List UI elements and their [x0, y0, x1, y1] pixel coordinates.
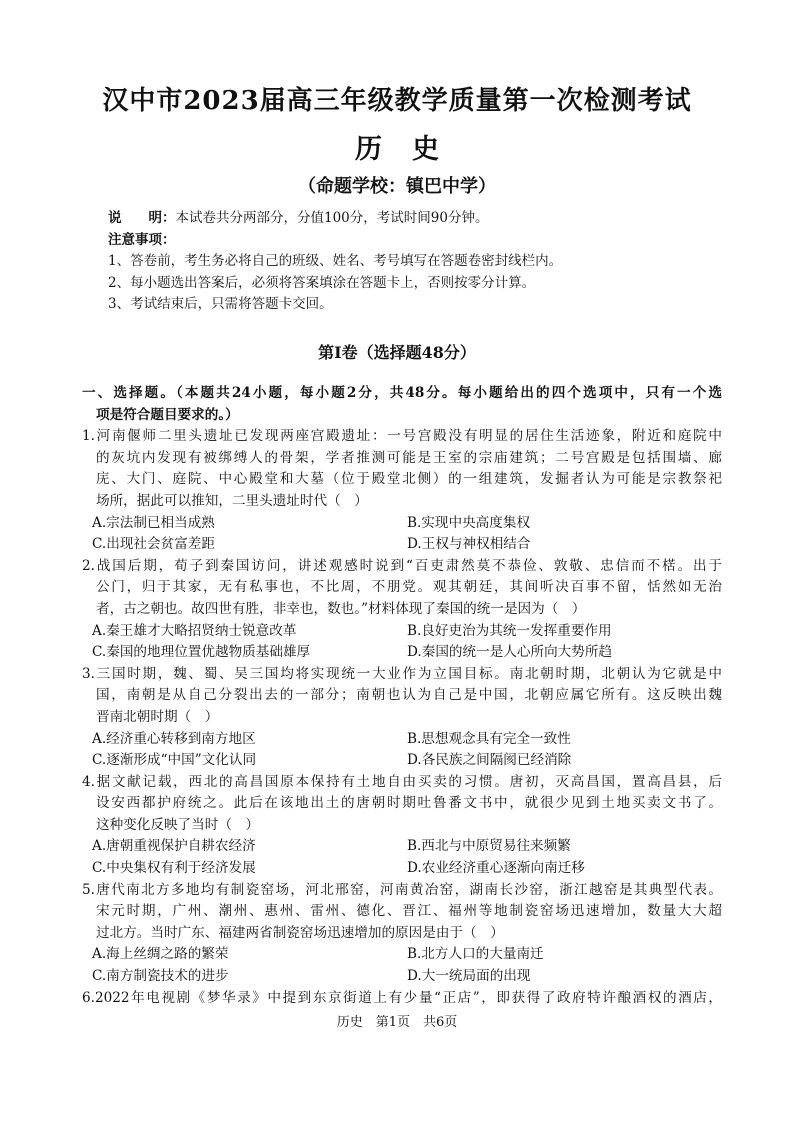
option-A: A.宗法制已相当成熟	[92, 514, 215, 531]
option-C: C.中央集权有利于经济发展	[92, 860, 256, 877]
option-D: D.大一统局面的出现	[407, 968, 531, 985]
question-text-line: 场所，据此可以推知，二里头遗址时代（ ）	[96, 492, 368, 509]
option-D: D.农业经济重心逐渐向南迁移	[407, 860, 585, 877]
question-2	[82, 556, 722, 664]
page-footer: 历史 第1页 共6页	[336, 1015, 458, 1030]
attention-label: 注意事项：	[108, 231, 176, 248]
question-text-line: 晋南北朝时期（ ）	[96, 708, 219, 725]
section-title: 第Ⅰ卷（选择题48分）	[318, 343, 476, 362]
subject-title: 历史	[355, 134, 469, 165]
question-text-line: 者，古之朝也。故四世有胜，非幸也，数也。”材料体现了秦国的统一是因为（ ）	[96, 600, 586, 617]
question-text-line: 国，南朝是从自己分裂出去的一部分；南朝也认为自己是中国，北朝应属它所有。这反映出魏	[96, 687, 722, 704]
option-row	[82, 966, 722, 988]
question-text-line: 3.三国时期，魏、蜀、吴三国均将实现统一大业作为立国目标。南北朝时期，北朝认为它就是中	[82, 665, 722, 682]
option-row	[82, 750, 722, 772]
option-D: D.王权与神权相结合	[407, 536, 531, 553]
attention-item: 2、每小题选出答案后，必须将答案填涂在答题卡上，否则按零分计算。	[108, 274, 536, 291]
option-A: A.海上丝绸之路的繁荣	[92, 946, 229, 963]
option-row	[82, 513, 722, 535]
question-text-line: 宋元时期，广州、潮州、惠州、雷州、德化、晋江、福州等地制瓷窑场迅速增加，数量大大超	[96, 903, 722, 920]
question-text-line: 的灰坑内发现有被绑缚人的骨架，学者推测可能是王室的宗庙建筑；二号宫殿是包括围墙、廊	[96, 449, 722, 466]
question-6	[82, 988, 722, 1010]
option-A: A.唐朝重视保护自耕农经济	[92, 838, 256, 855]
option-row	[82, 534, 722, 556]
question-text-line: 5.唐代南北方多地均有制瓷窑场，河北邢窑，河南黄冶窑，湖南长沙窑，浙江越窑是其典型代表。	[82, 881, 722, 898]
option-B: B.西北与中原贸易往来频繁	[407, 838, 571, 855]
question-text-line: 庑、大门、庭院、中心殿堂和大墓（位于殿堂北侧）的一组建筑，发掘者认为可能是宗教祭祀	[96, 471, 722, 488]
option-B: B.思想观念具有完全一致性	[407, 730, 571, 747]
question-text-line: 2.战国后期，荀子到秦国访问，讲述观感时说到“百吏肃然莫不恭俭、敦敬、忠信而不楛。出于	[82, 557, 722, 574]
question-3	[82, 664, 722, 772]
option-row	[82, 858, 722, 880]
option-row	[82, 836, 722, 858]
option-row	[82, 642, 722, 664]
question-text-line: 设安西都护府统之。此后在该地出土的唐朝时期吐鲁番文书中，就很少见到土地买卖文书了。	[96, 795, 722, 812]
part-heading: 一、选择题。（本题共24小题，每小题2分，共48分。每小题给出的四个选项中，只有一个选	[82, 385, 722, 401]
question-text-line: 1.河南偃师二里头遗址已发现两座宫殿遗址：一号宫殿没有明显的居住生活迹象，附近和庭院中	[82, 428, 722, 445]
question-text-line: 6.2022年电视剧《梦华录》中提到东京街道上有少量“正店”，即获得了政府特许酿酒权的酒店，	[82, 989, 722, 1006]
option-A: A.秦王雄才大略招贤纳士锐意改革	[92, 622, 297, 639]
explain-label: 说 明：	[108, 210, 176, 226]
attention-item: 1、答卷前，考生务必将自己的班级、姓名、考号填写在答题卷密封线栏内。	[108, 253, 563, 269]
option-B: B.良好吏治为其统一发挥重要作用	[407, 622, 612, 639]
option-D: D.秦国的统一是人心所向大势所趋	[407, 644, 613, 661]
option-row	[82, 729, 722, 751]
part-heading: 项是符合题目要求的。）	[96, 406, 239, 423]
option-C: C.南方制瓷技术的进步	[92, 968, 229, 985]
questions-body	[82, 383, 722, 1009]
option-C: C.出现社会贫富差距	[92, 536, 215, 553]
option-row	[82, 621, 722, 643]
explain-text: 本试卷共分两部分，分值100分，考试时间90分钟。	[175, 210, 489, 226]
option-B: B.北方人口的大量南迁	[407, 946, 544, 963]
option-B: B.实现中央高度集权	[407, 514, 531, 531]
question-1	[82, 426, 722, 556]
question-5	[82, 880, 722, 988]
school-note: （命题学校：镇巴中学）	[298, 176, 496, 197]
attention-item: 3、考试结束后，只需将答题卡交回。	[108, 296, 333, 312]
option-C: C.秦国的地理位置优越物质基础雄厚	[92, 644, 311, 661]
option-D: D.各民族之间隔阂已经消除	[407, 752, 572, 769]
instructions	[108, 208, 562, 316]
question-text-line: 4.据文献记载，西北的高昌国原本保持有土地自由买卖的习惯。唐初，灭高昌国，置高昌县，后	[82, 773, 722, 790]
option-row	[82, 944, 722, 966]
option-A: A.经济重心转移到南方地区	[92, 730, 256, 747]
question-4	[82, 772, 722, 880]
exam-title: 汉中市2023届高三年级教学质量第一次检测考试	[102, 86, 692, 116]
question-text-line: 公门，归于其家，无有私事也，不比周，不朋党。观其朝廷，其间听决百事不留，恬然如无治	[96, 579, 722, 596]
option-C: C.逐渐形成“中国”文化认同	[92, 752, 257, 769]
question-text-line: 过北方。当时广东、福建两省制瓷窑场迅速增加的原因是由于（ ）	[96, 924, 504, 941]
question-text-line: 这种变化反映了当时（ ）	[96, 816, 260, 833]
